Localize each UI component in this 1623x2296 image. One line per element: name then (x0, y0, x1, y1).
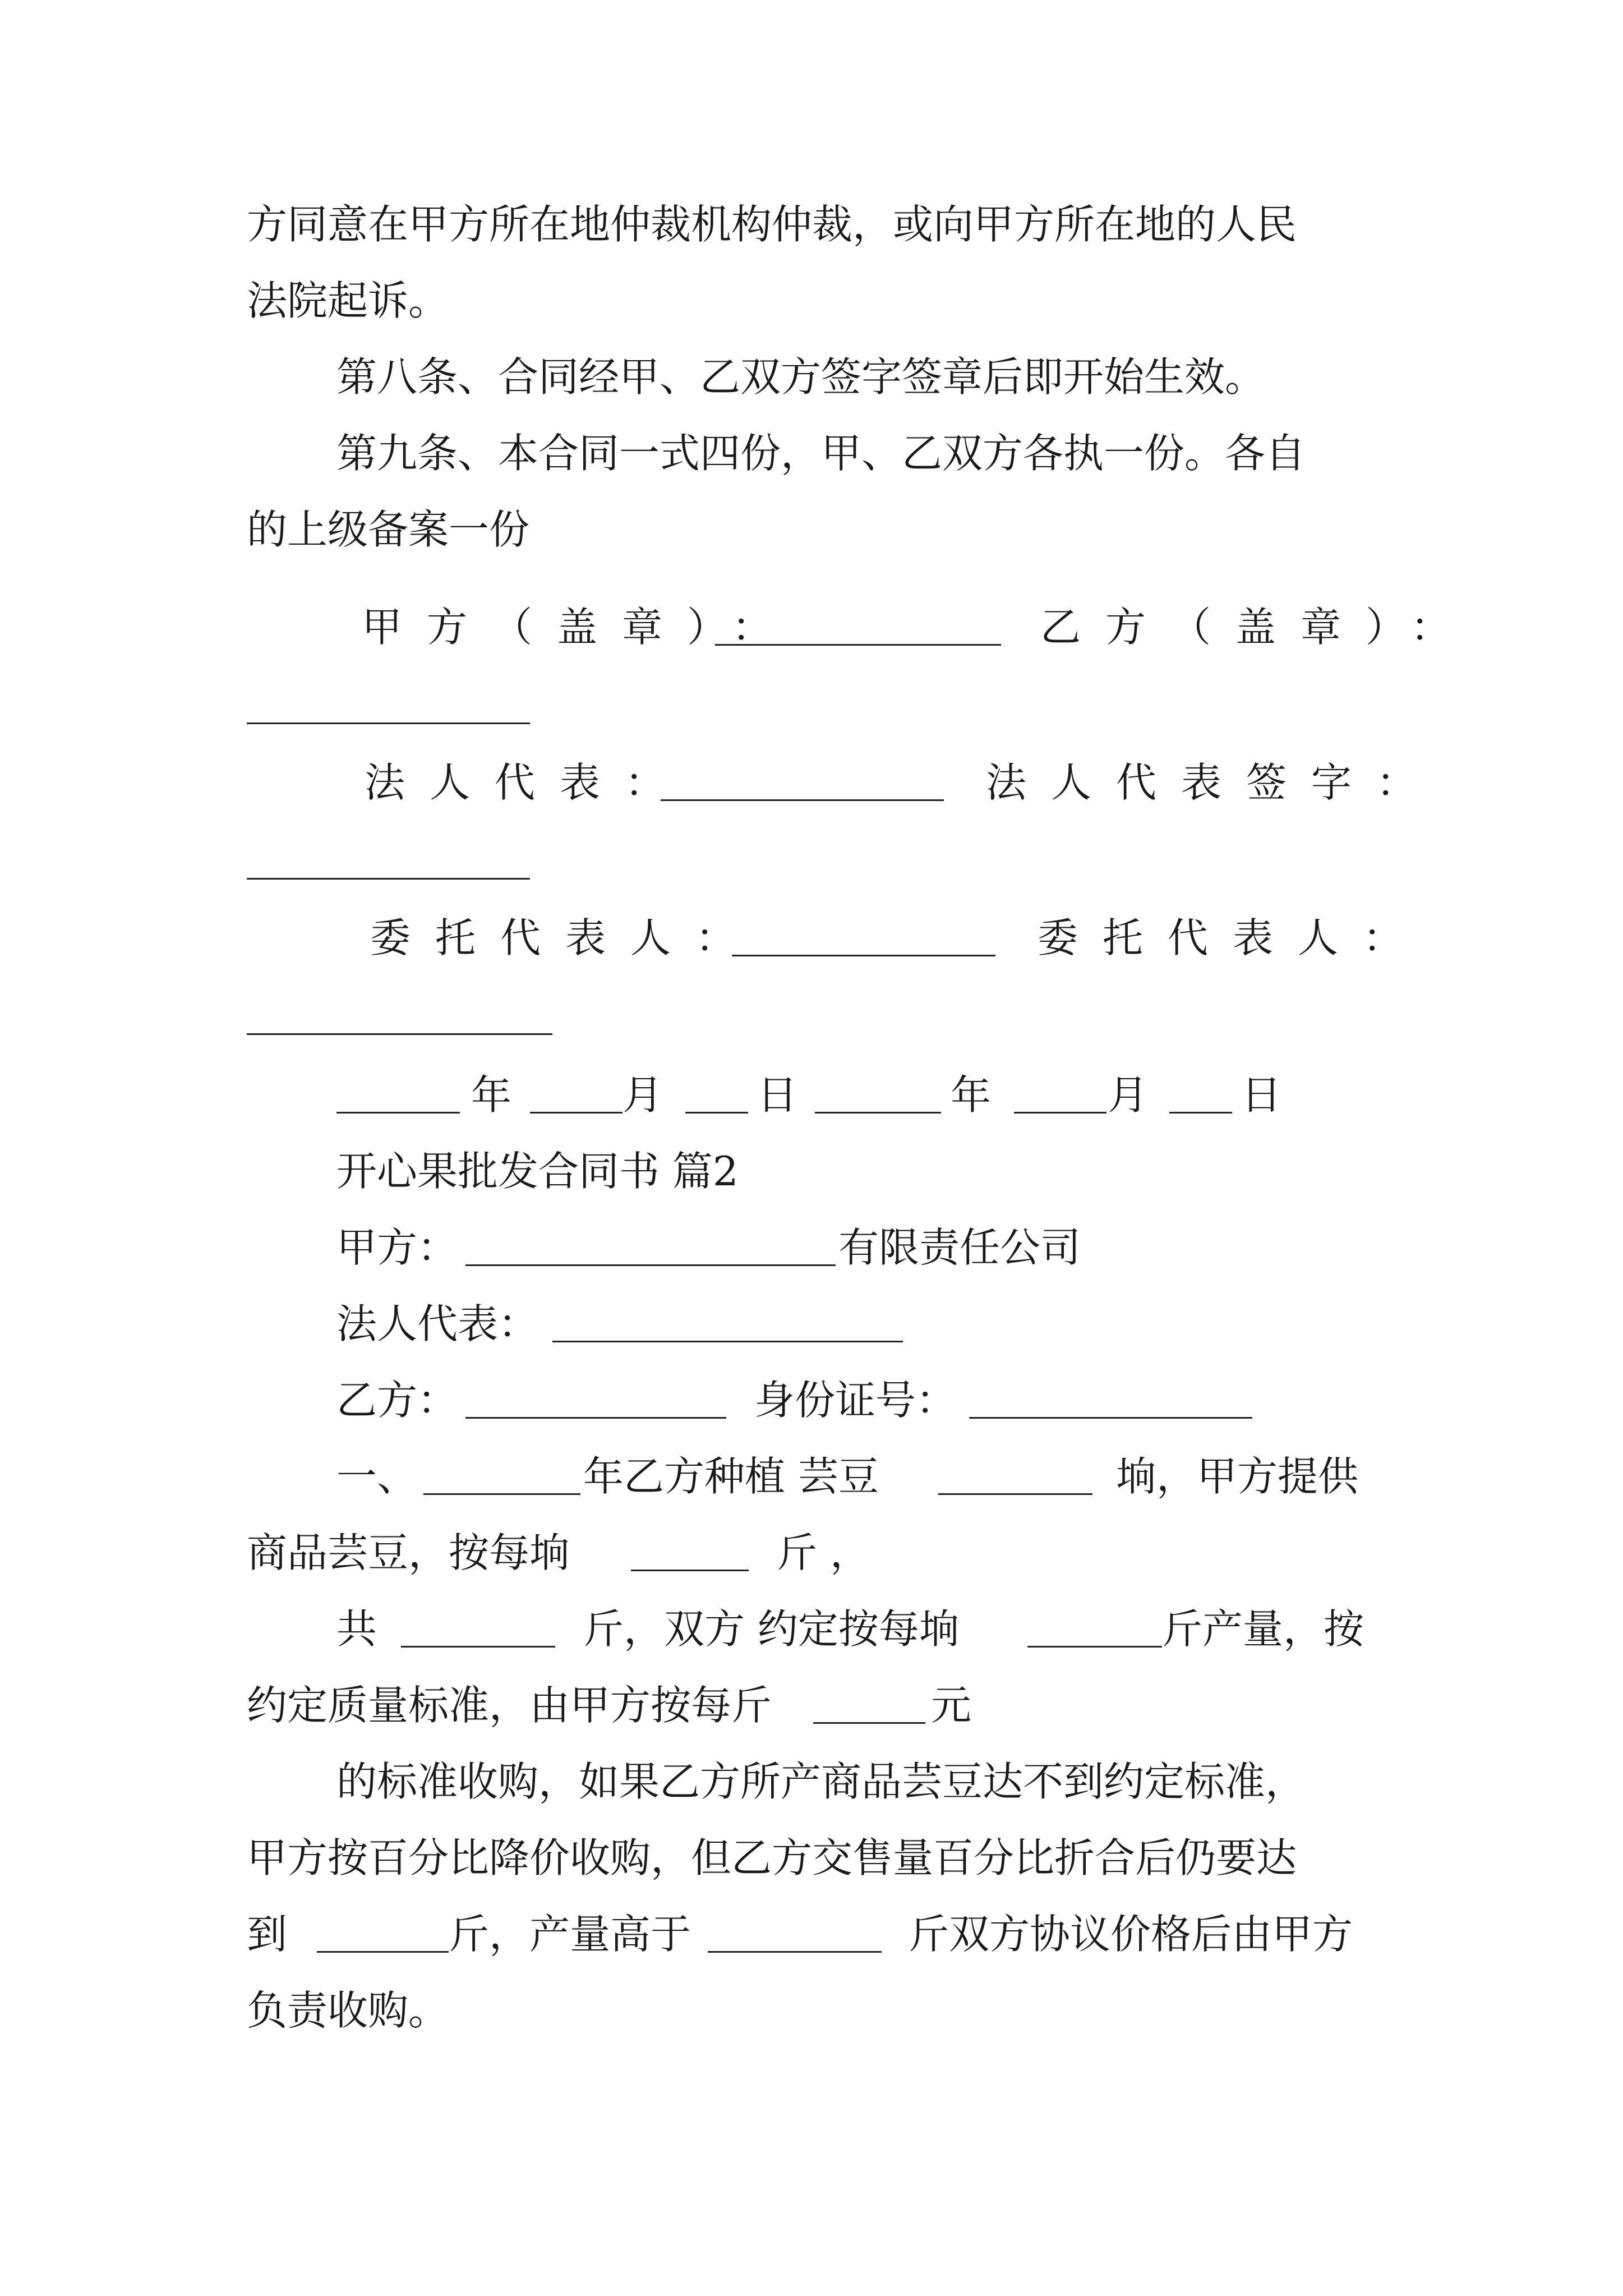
section-title: 开心果批发合同书 篇2 (336, 1148, 739, 1195)
clause-7-start: 到 (247, 1911, 288, 1958)
legal-name-blank (552, 1341, 903, 1342)
party-a-label: 甲方： (336, 1224, 458, 1271)
article-9-line2: 的上级备案一份 (247, 506, 530, 553)
paragraph-line: 甲方按百分比降价收购，但乙方交售量百分比折合后仍要达 (247, 1834, 1297, 1881)
day-blank-2 (1169, 1112, 1232, 1114)
legal-label: 法人代表： (336, 1300, 539, 1347)
year-blank-1 (336, 1112, 460, 1114)
paragraph-line: 方同意在甲方所在地仲裁机构仲裁，或向甲方所在地的人民 (247, 201, 1297, 248)
month-blank-2 (1014, 1112, 1106, 1114)
month-blank-1 (530, 1112, 623, 1114)
party-a-seal-label: 甲方（盖章）： (362, 604, 797, 651)
paragraph-line: 法院起诉。 (247, 277, 449, 324)
clause-1-start: 一、 (336, 1453, 418, 1500)
agent-blank-2 (247, 1033, 552, 1035)
price-blank (813, 1722, 925, 1724)
party-b-seal-label: 乙方（盖章）： (1040, 604, 1476, 651)
party-a-seal-blank (715, 644, 1001, 646)
day-blank-1 (685, 1112, 748, 1114)
id-label: 身份证号： (754, 1377, 957, 1424)
clause-3-mid: 斤，双方 约定按每垧 (583, 1605, 960, 1653)
article-9-line1: 第九条、本合同一式四份，甲、乙双方各执一份。各自 (336, 430, 1306, 477)
party-b-label: 乙方： (336, 1377, 458, 1424)
year-blank-3 (423, 1493, 580, 1495)
agent-blank-1 (732, 955, 995, 956)
clause-1-end: 垧，甲方提供 (1116, 1453, 1359, 1500)
party-b-name-blank (465, 1417, 726, 1419)
article-8: 第八条、合同经甲、乙双方签字签章后即开始生效。 (336, 353, 1266, 401)
month-label-2: 月 (1108, 1071, 1149, 1119)
total-blank (401, 1646, 555, 1648)
clause-2-start: 商品芸豆，按每垧 (247, 1529, 570, 1576)
clause-7-mid: 斤，产量高于 (449, 1911, 691, 1958)
legal-rep-blank (661, 799, 944, 801)
legal-rep-sign-label: 法人代表签字： (986, 759, 1442, 806)
agent-label-1: 委托代表人： (370, 914, 761, 961)
clause-7-end: 斤双方协议价格后由甲方 (909, 1911, 1353, 1958)
id-number-blank (969, 1417, 1252, 1419)
clause-1-mid: 年乙方种植 芸豆 (583, 1453, 879, 1500)
yield-blank (631, 1570, 749, 1571)
paragraph-line: 的标准收购，如果乙方所产商品芸豆达不到约定标准， (336, 1758, 1306, 1805)
party-a-suffix: 有限责任公司 (838, 1224, 1081, 1271)
per-area-blank (1027, 1646, 1162, 1648)
paragraph-line: 负责收购。 (247, 1987, 449, 2034)
day-label-1: 日 (757, 1071, 798, 1119)
year-blank-2 (815, 1112, 941, 1114)
area-blank (938, 1493, 1092, 1495)
min-amount-blank (317, 1951, 449, 1953)
agent-label-2: 委托代表人： (1038, 914, 1428, 961)
party-b-seal-blank (247, 723, 530, 724)
year-label-2: 年 (951, 1071, 992, 1119)
day-label-2: 日 (1241, 1071, 1282, 1119)
clause-4-start: 约定质量标准，由甲方按每斤 (247, 1682, 772, 1729)
clause-4-end: 元 (931, 1682, 972, 1729)
month-label-1: 月 (623, 1071, 663, 1119)
year-label-1: 年 (471, 1071, 512, 1119)
clause-2-end: 斤 ， (777, 1529, 870, 1576)
legal-rep-sign-blank (247, 878, 530, 880)
clause-3-end: 斤产量，按 (1162, 1605, 1364, 1653)
legal-rep-label: 法人代表： (365, 759, 690, 806)
party-a-name-blank (465, 1264, 836, 1266)
clause-3-start: 共 (336, 1605, 377, 1653)
max-amount-blank (708, 1951, 882, 1953)
